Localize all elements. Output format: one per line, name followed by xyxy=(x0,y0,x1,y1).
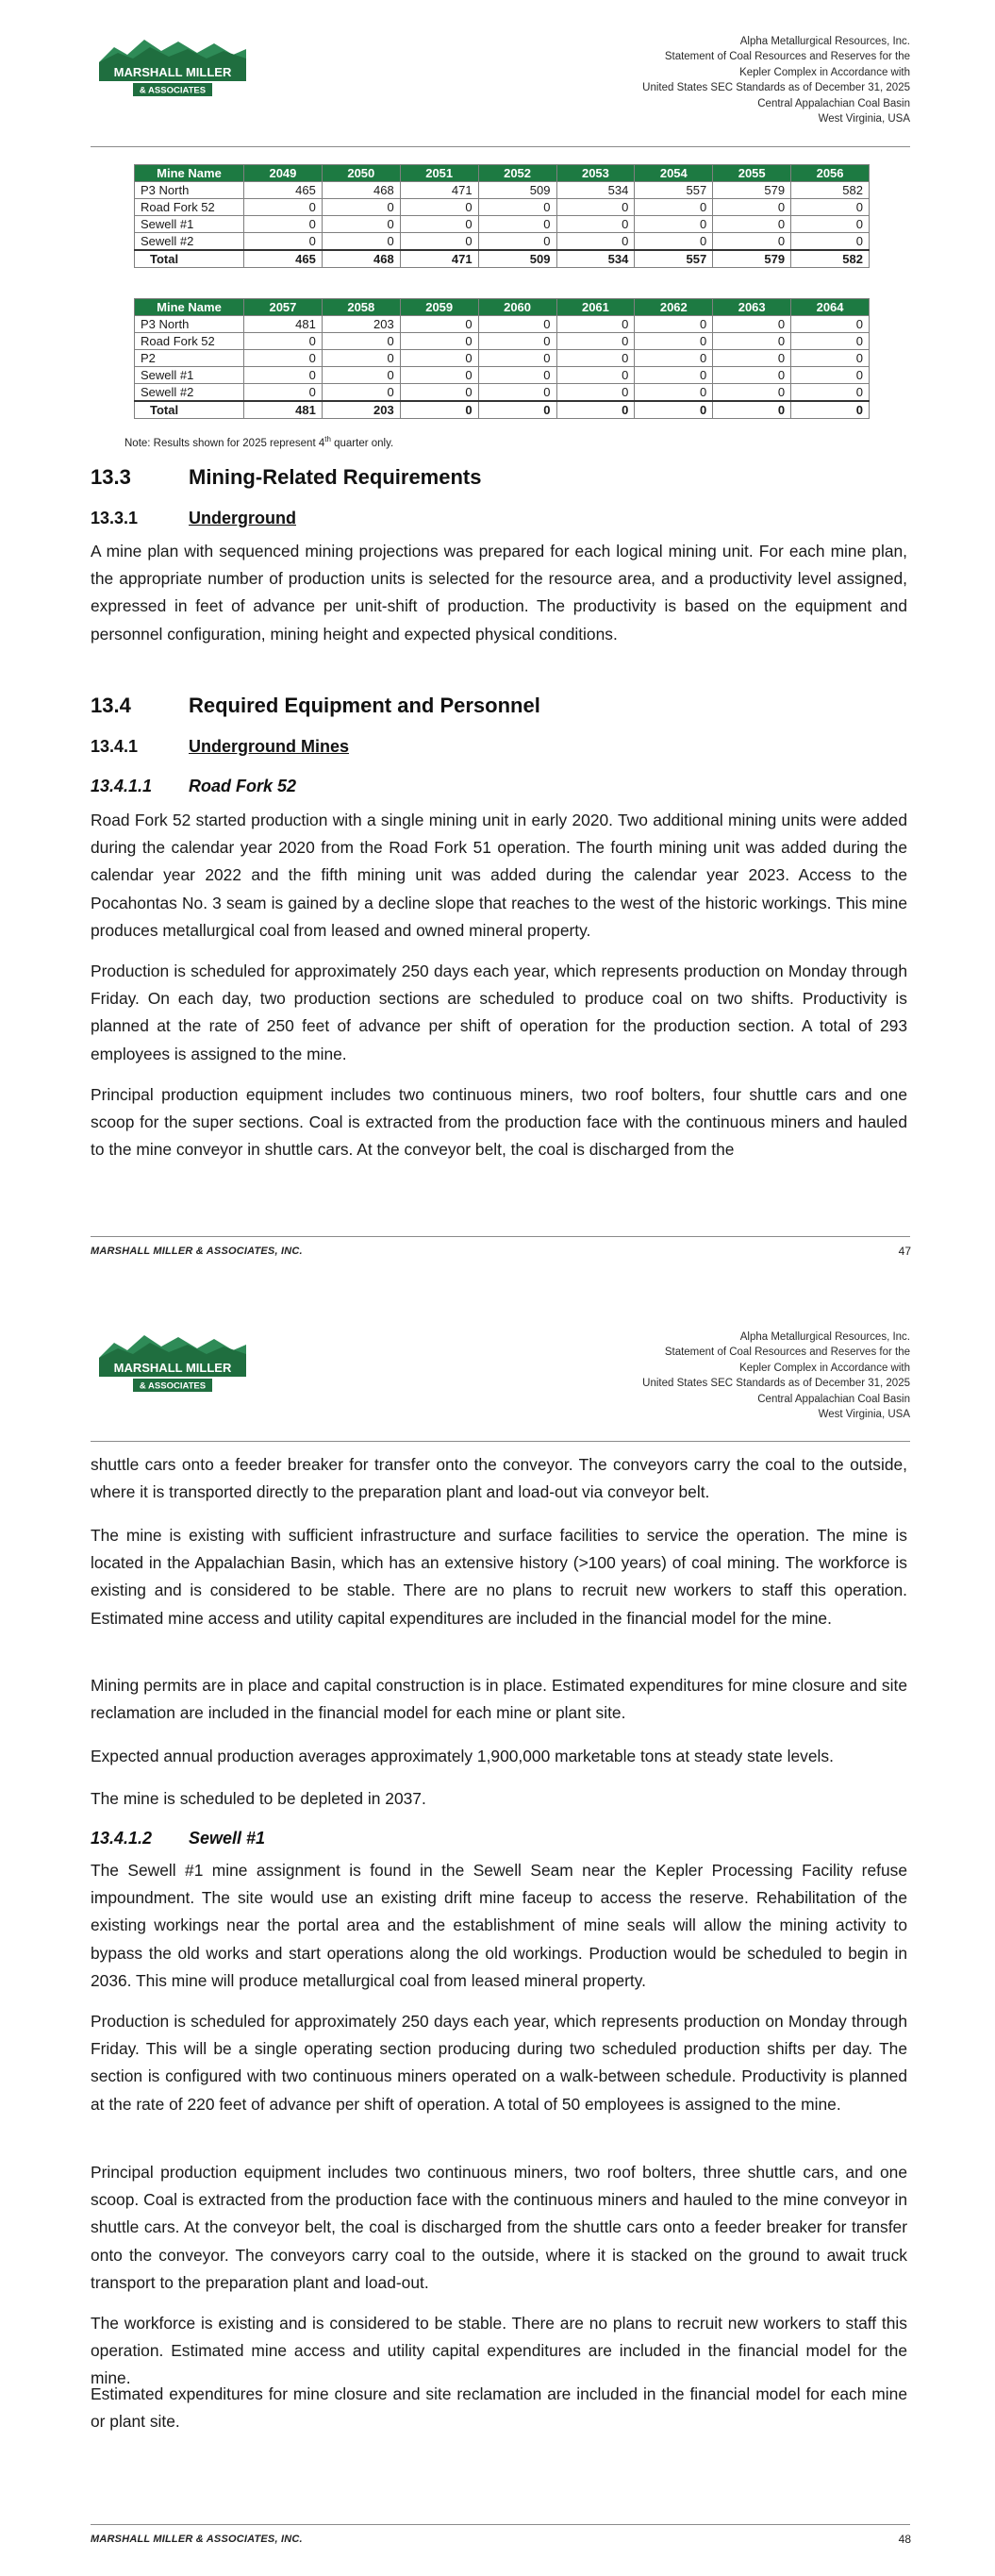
column-header-year: 2051 xyxy=(400,165,478,182)
production-table-2049-2056 xyxy=(134,164,870,268)
production-value-cell: 0 xyxy=(791,384,870,402)
column-header-year: 2055 xyxy=(713,165,791,182)
column-header-year: 2062 xyxy=(635,299,713,316)
production-value-cell: 0 xyxy=(791,199,870,216)
column-header-year: 2056 xyxy=(791,165,870,182)
production-value-cell: 0 xyxy=(244,367,323,384)
total-value-cell: 0 xyxy=(791,401,870,419)
total-value-cell: 468 xyxy=(322,250,400,268)
footer-divider xyxy=(91,1236,910,1237)
production-value-cell: 0 xyxy=(713,216,791,233)
production-value-cell: 0 xyxy=(791,350,870,367)
mine-name-cell: Sewell #1 xyxy=(135,367,244,384)
header-divider xyxy=(91,146,910,147)
production-value-cell: 0 xyxy=(322,199,400,216)
table-row xyxy=(135,367,870,384)
production-value-cell: 0 xyxy=(635,233,713,251)
production-value-cell: 0 xyxy=(322,367,400,384)
production-value-cell: 0 xyxy=(244,216,323,233)
mine-name-cell: Road Fork 52 xyxy=(135,199,244,216)
production-value-cell: 0 xyxy=(244,350,323,367)
total-value-cell: 481 xyxy=(244,401,323,419)
production-value-cell: 0 xyxy=(713,350,791,367)
document-header: Alpha Metallurgical Resources, Inc. Statement of Coal Resources and Reserves for the Kepler Complex in Accordance with United States SEC Standards as of December 31, 2025 Central Appalachian Coal Basin West Virginia, USA xyxy=(642,36,910,125)
paragraph-sewell-equipment: Principal production equipment includes two continuous miners, two roof bolters, three shuttle cars, and one scoop. Coal is extracted from the production face with the continuous miners and hauled to the mine conveyor in shuttle cars. At the conveyor belt, the coal is discharged from the shuttle cars onto a feeder breaker for transfer onto the conveyor. The conveyors carry coal to the outside, where it is stacked on the ground to await truck transport to the preparation plant and load-out. xyxy=(91,2163,907,2292)
column-header-year: 2061 xyxy=(556,299,635,316)
company-logo xyxy=(95,34,250,102)
total-value-cell: 534 xyxy=(556,250,635,268)
svg-text:& ASSOCIATES: & ASSOCIATES xyxy=(139,1380,207,1392)
production-value-cell: 0 xyxy=(635,384,713,402)
production-value-cell: 0 xyxy=(556,316,635,333)
production-value-cell: 0 xyxy=(478,350,556,367)
svg-text:MARSHALL MILLER: MARSHALL MILLER xyxy=(113,1361,232,1375)
production-value-cell: 0 xyxy=(400,199,478,216)
paragraph-sewell-schedule: Production is scheduled for approximately 250 days each year, which represents production on Monday through Friday. This will be a single operating section producing during two scheduled production shifts per day. The section is configured with two continuous miners operated on a walk-between schedule. Productivity is planned at the rate of 220 feet of advance per shift of operation. A total of 50 employees is assigned to the mine. xyxy=(91,2012,907,2114)
production-value-cell: 0 xyxy=(244,199,323,216)
column-header-year: 2054 xyxy=(635,165,713,182)
table-note: Note: Results shown for 2025 represent 4th quarter only. xyxy=(124,435,394,449)
total-value-cell: 0 xyxy=(400,401,478,419)
table-row xyxy=(135,216,870,233)
column-header-year: 2053 xyxy=(556,165,635,182)
column-header-year: 2064 xyxy=(791,299,870,316)
production-value-cell: 0 xyxy=(791,333,870,350)
production-value-cell: 0 xyxy=(556,199,635,216)
footer-company: MARSHALL MILLER & ASSOCIATES, INC. xyxy=(91,1246,303,1257)
production-value-cell: 0 xyxy=(556,333,635,350)
table-row xyxy=(135,350,870,367)
column-header-mine-name: Mine Name xyxy=(135,165,244,182)
document-header: Alpha Metallurgical Resources, Inc. Statement of Coal Resources and Reserves for the Kepler Complex in Accordance with United States SEC Standards as of December 31, 2025 Central Appalachian Coal Basin West Virginia, USA xyxy=(642,1331,910,1421)
table-total-row xyxy=(135,401,870,419)
production-value-cell: 0 xyxy=(244,384,323,402)
paragraph-road-fork-depletion: The mine is scheduled to be depleted in 2037. xyxy=(91,1789,426,1808)
section-13-4-1-1-heading: 13.4.1.1 Road Fork 52 xyxy=(91,777,297,795)
production-value-cell: 0 xyxy=(400,216,478,233)
production-value-cell: 0 xyxy=(478,367,556,384)
production-value-cell: 0 xyxy=(478,199,556,216)
production-value-cell: 0 xyxy=(713,384,791,402)
production-value-cell: 0 xyxy=(400,367,478,384)
section-13-3-1-heading: 13.3.1 Underground xyxy=(91,509,296,527)
production-value-cell: 0 xyxy=(713,316,791,333)
production-value-cell: 534 xyxy=(556,182,635,199)
table-total-row xyxy=(135,250,870,268)
mine-name-cell: P2 xyxy=(135,350,244,367)
paragraph-road-fork-infrastructure: The mine is existing with sufficient infrastructure and surface facilities to service the operation. The mine is located in the Appalachian Basin, which has an extensive history (>100 years) of coal mining. The workforce is existing and is considered to be stable. There are no plans to recruit new workers to staff this operation. Estimated mine access and utility capital expenditures are included in the financial model for the mine. xyxy=(91,1526,907,1628)
footer-company: MARSHALL MILLER & ASSOCIATES, INC. xyxy=(91,2534,303,2545)
svg-text:& ASSOCIATES: & ASSOCIATES xyxy=(139,85,207,96)
production-value-cell: 0 xyxy=(635,350,713,367)
production-value-cell: 468 xyxy=(322,182,400,199)
production-value-cell: 0 xyxy=(322,384,400,402)
total-label-cell: Total xyxy=(135,250,244,268)
header-divider xyxy=(91,1441,910,1442)
total-value-cell: 465 xyxy=(244,250,323,268)
production-value-cell: 582 xyxy=(791,182,870,199)
production-value-cell: 0 xyxy=(244,333,323,350)
svg-text:MARSHALL MILLER: MARSHALL MILLER xyxy=(113,65,232,79)
production-value-cell: 0 xyxy=(322,350,400,367)
production-value-cell: 0 xyxy=(400,384,478,402)
table-row xyxy=(135,233,870,251)
production-value-cell: 0 xyxy=(478,216,556,233)
production-value-cell: 0 xyxy=(478,316,556,333)
total-value-cell: 203 xyxy=(322,401,400,419)
total-value-cell: 0 xyxy=(635,401,713,419)
paragraph-road-fork-equipment: Principal production equipment includes two continuous miners, two roof bolters, four shuttle cars and one scoop for the super sections. Coal is extracted from the production face with the continuous miners and hauled to the mine conveyor in shuttle cars. At the conveyor belt, the coal is discharged from the xyxy=(91,1085,907,1160)
production-value-cell: 0 xyxy=(556,233,635,251)
mine-name-cell: Sewell #1 xyxy=(135,216,244,233)
production-value-cell: 0 xyxy=(713,199,791,216)
total-value-cell: 471 xyxy=(400,250,478,268)
section-13-4-1-heading: 13.4.1 Underground Mines xyxy=(91,737,349,756)
production-table-2057-2064 xyxy=(134,298,870,419)
production-value-cell: 0 xyxy=(556,367,635,384)
column-header-year: 2058 xyxy=(322,299,400,316)
mine-name-cell: P3 North xyxy=(135,316,244,333)
column-header-year: 2049 xyxy=(244,165,323,182)
total-value-cell: 0 xyxy=(556,401,635,419)
production-value-cell: 0 xyxy=(322,333,400,350)
column-header-year: 2057 xyxy=(244,299,323,316)
mine-name-cell: Sewell #2 xyxy=(135,384,244,402)
production-value-cell: 0 xyxy=(244,233,323,251)
production-value-cell: 0 xyxy=(556,350,635,367)
total-label-cell: Total xyxy=(135,401,244,419)
production-value-cell: 0 xyxy=(635,367,713,384)
production-value-cell: 0 xyxy=(556,216,635,233)
section-13-3-heading: 13.3 Mining-Related Requirements xyxy=(91,465,482,489)
column-header-year: 2050 xyxy=(322,165,400,182)
production-value-cell: 0 xyxy=(635,333,713,350)
paragraph-sewell-location: The Sewell #1 mine assignment is found in the Sewell Seam near the Kepler Processing Facility refuse impoundment. The site would use an existing drift mine faceup to access the reserve. Rehabilitation of the existing workings near the portal area and the establishment of mine seals will allow the mining activity to bypass the old works and start operations along the old workings. Production would be scheduled to begin in 2036. This mine will produce metallurgical coal from leased mineral property. xyxy=(91,1861,907,1990)
production-value-cell: 465 xyxy=(244,182,323,199)
table-row xyxy=(135,384,870,402)
production-value-cell: 0 xyxy=(713,367,791,384)
paragraph-mine-plan: A mine plan with sequenced mining projections was prepared for each logical mining unit. For each mine plan, the appropriate number of production units is selected for the resource area, and a productivity level assigned, expressed in feet of advance per unit-shift of production. The productivity is based on the equipment and personnel configuration, mining height and expected physical conditions. xyxy=(91,542,907,644)
production-value-cell: 579 xyxy=(713,182,791,199)
production-value-cell: 509 xyxy=(478,182,556,199)
column-header-year: 2059 xyxy=(400,299,478,316)
page-number: 47 xyxy=(898,1245,911,1258)
column-header-mine-name: Mine Name xyxy=(135,299,244,316)
production-value-cell: 0 xyxy=(322,216,400,233)
footer-divider xyxy=(91,2524,910,2525)
production-value-cell: 481 xyxy=(244,316,323,333)
production-value-cell: 203 xyxy=(322,316,400,333)
production-value-cell: 0 xyxy=(400,350,478,367)
production-value-cell: 0 xyxy=(400,233,478,251)
production-value-cell: 0 xyxy=(791,216,870,233)
section-13-4-1-2-heading: 13.4.1.2 Sewell #1 xyxy=(91,1829,266,1848)
production-value-cell: 0 xyxy=(791,367,870,384)
production-value-cell: 0 xyxy=(400,316,478,333)
column-header-year: 2063 xyxy=(713,299,791,316)
total-value-cell: 557 xyxy=(635,250,713,268)
table-row xyxy=(135,333,870,350)
production-value-cell: 0 xyxy=(713,233,791,251)
production-value-cell: 0 xyxy=(791,233,870,251)
production-value-cell: 0 xyxy=(322,233,400,251)
table-row xyxy=(135,182,870,199)
production-value-cell: 0 xyxy=(478,333,556,350)
paragraph-road-fork-permits: Mining permits are in place and capital construction is in place. Estimated expenditures for mine closure and site reclamation are included in the financial model for each mine or plant site. xyxy=(91,1676,907,1723)
column-header-year: 2052 xyxy=(478,165,556,182)
paragraph-road-fork-history: Road Fork 52 started production with a single mining unit in early 2020. Two additional mining units were added during the calendar year 2020 from the Road Fork 51 operation. The fourth mining unit was added during the calendar year 2022 and the fifth mining unit was added during the calendar year 2023. Access to the Pocahontas No. 3 seam is gained by a decline slope that reaches to the west of the historic workings. This mine produces metallurgical coal from leased and owned mineral property. xyxy=(91,811,907,940)
production-value-cell: 0 xyxy=(478,233,556,251)
total-value-cell: 582 xyxy=(791,250,870,268)
production-value-cell: 0 xyxy=(400,333,478,350)
total-value-cell: 0 xyxy=(713,401,791,419)
paragraph-sewell-workforce: The workforce is existing and is considered to be stable. There are no plans to recruit new workers to staff this operation. Estimated mine access and utility capital expenditures are included in the financial model for the mine. xyxy=(91,2314,907,2388)
production-value-cell: 0 xyxy=(635,199,713,216)
production-value-cell: 0 xyxy=(635,316,713,333)
production-value-cell: 0 xyxy=(556,384,635,402)
production-value-cell: 471 xyxy=(400,182,478,199)
page-48 xyxy=(0,1288,995,2576)
column-header-year: 2060 xyxy=(478,299,556,316)
total-value-cell: 509 xyxy=(478,250,556,268)
production-value-cell: 0 xyxy=(635,216,713,233)
mine-name-cell: Sewell #2 xyxy=(135,233,244,251)
table-header-row xyxy=(135,165,870,182)
page-number: 48 xyxy=(898,2533,911,2546)
production-value-cell: 557 xyxy=(635,182,713,199)
total-value-cell: 0 xyxy=(478,401,556,419)
table-row xyxy=(135,199,870,216)
table-header-row xyxy=(135,299,870,316)
production-value-cell: 0 xyxy=(791,316,870,333)
company-logo xyxy=(95,1330,250,1397)
production-value-cell: 0 xyxy=(713,333,791,350)
section-13-4-heading: 13.4 Required Equipment and Personnel xyxy=(91,694,540,717)
total-value-cell: 579 xyxy=(713,250,791,268)
table-row xyxy=(135,316,870,333)
paragraph-sewell-reclamation: Estimated expenditures for mine closure and site reclamation are included in the financial model for each mine or plant site. xyxy=(91,2384,907,2432)
paragraph-road-fork-production: Expected annual production averages approximately 1,900,000 marketable tons at steady state levels. xyxy=(91,1747,834,1765)
production-value-cell: 0 xyxy=(478,384,556,402)
mine-name-cell: P3 North xyxy=(135,182,244,199)
paragraph-road-fork-conveyor: shuttle cars onto a feeder breaker for transfer onto the conveyor. The conveyors carry the coal to the outside, where it is transported directly to the preparation plant and load-out via conveyor belt. xyxy=(91,1455,907,1502)
paragraph-road-fork-schedule: Production is scheduled for approximately 250 days each year, which represents production on Monday through Friday. On each day, two production sections are scheduled to produce coal on two shifts. Productivity is planned at the rate of 250 feet of advance per shift of operation for the production section. A total of 293 employees is assigned to the mine. xyxy=(91,962,907,1063)
mine-name-cell: Road Fork 52 xyxy=(135,333,244,350)
